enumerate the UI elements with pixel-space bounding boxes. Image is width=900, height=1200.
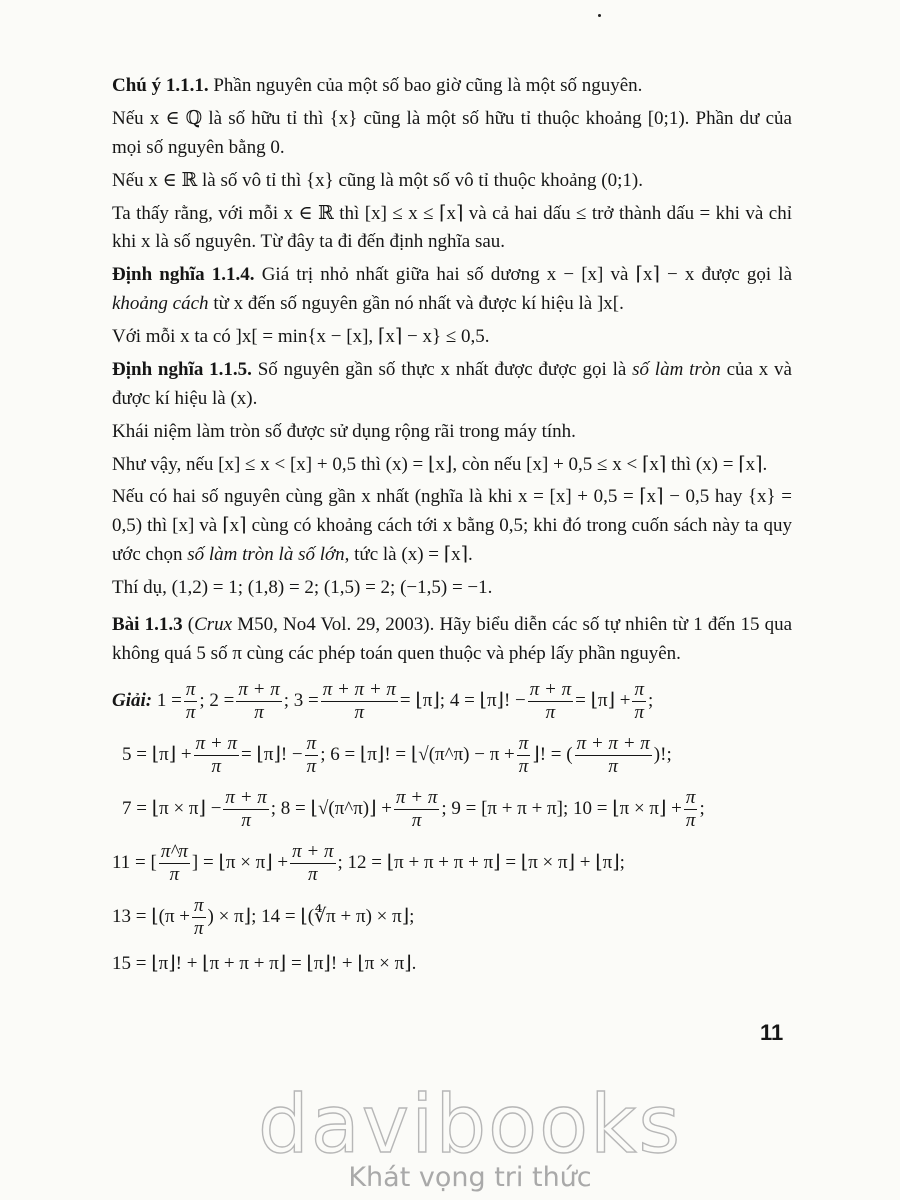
formula-text: = ⌊π⌋; 4 = ⌊π⌋! − (399, 690, 526, 712)
fraction-denominator: π (411, 809, 422, 831)
print-speck (598, 14, 601, 17)
fraction-numerator: π + π (225, 786, 267, 808)
fraction (321, 680, 398, 724)
fraction-denominator: π (634, 701, 645, 723)
definition-1-1-5 (112, 356, 792, 414)
formula-text: ; 9 = [π + π + π]; 10 = ⌊π × π⌋ + (441, 798, 682, 820)
solution-line-4 (112, 837, 792, 891)
def115-usage: Khái niệm làm tròn số được sử dụng rộng rãi trong máy tính. (112, 420, 576, 442)
fraction (184, 680, 198, 724)
definition-1-1-4 (112, 261, 792, 319)
fraction-denominator: π (518, 755, 529, 777)
fraction-denominator: π (194, 917, 204, 939)
solution-line-3 (112, 783, 792, 837)
fraction-numerator: π (194, 894, 204, 916)
formula-text: = ⌊π⌋! − (240, 744, 303, 766)
fraction-denominator: π (169, 863, 180, 885)
def114-term: khoảng cách (112, 293, 209, 315)
formula-text: ; (699, 798, 705, 820)
fraction-numerator: π + π (195, 732, 237, 754)
formula-text: ) × π⌋; 14 = ⌊(∜π + π) × π⌋; (207, 906, 415, 928)
solution-line-1 (112, 675, 792, 729)
page-number: 11 (760, 1020, 784, 1045)
exercise-heading: Bài 1.1.3 (112, 613, 183, 635)
note-irrational: Nếu x ∈ ℝ là số vô tỉ thì {x} cũng là một số vô tỉ thuộc khoảng (0;1). (112, 169, 643, 191)
fraction (290, 842, 335, 886)
fraction-denominator: π (608, 755, 618, 777)
fraction-numerator: π + π (529, 678, 572, 700)
fraction (194, 734, 239, 778)
fraction-denominator: π (241, 809, 251, 831)
def115-text-b: của x và được kí hiệu là (x). (112, 358, 792, 409)
fraction-numerator: π (306, 732, 317, 754)
note-line1 (112, 72, 792, 101)
def115-term: số làm tròn (632, 358, 721, 380)
formula-text: ; 2 = (199, 690, 235, 712)
formula-text: ; 3 = (283, 690, 319, 712)
fraction-denominator: π (308, 863, 318, 885)
fraction (684, 788, 698, 832)
formula-text: ⌋! = ( (532, 744, 573, 766)
formula-text: 1 = (156, 690, 182, 712)
fraction-denominator: π (354, 701, 365, 723)
fraction-numerator: π (185, 678, 196, 700)
fraction (528, 680, 573, 724)
def115-example: Thí dụ, (1,2) = 1; (1,8) = 2; (1,5) = 2; (−1,5) = −1. (112, 577, 493, 598)
fraction-denominator: π (185, 701, 196, 723)
note-rational: Nếu x ∈ ℚ là số hữu tỉ thì {x} cũng là một số hữu tỉ thuộc khoảng [0;1). Phần dư của mọi số nguyên bằng 0. (112, 107, 792, 158)
fraction-numerator: π (685, 786, 696, 808)
fraction-denominator: π (211, 755, 222, 777)
exercise-text: M50, No4 Vol. 29, 2003). Hãy biểu diễn các số tự nhiên từ 1 đến 15 qua không quá 5 số π cùng các phép toán quen thuộc và phép lấy phần nguyên. (112, 613, 793, 664)
fraction-numerator: π (634, 678, 645, 700)
watermark-tagline: Khát vọng tri thức (348, 1162, 592, 1193)
formula-text: 11 = [ (112, 852, 157, 874)
fraction (575, 734, 652, 778)
fraction (305, 734, 319, 778)
def114-heading: Định nghĩa 1.1.4. (112, 264, 255, 286)
fraction-denominator: π (254, 701, 264, 723)
formula-text: 15 = ⌊π⌋! + ⌊π + π + π⌋ = ⌊π⌋! + ⌊π × π⌋. (112, 953, 417, 975)
fraction (517, 734, 531, 778)
formula-text: )!; (653, 744, 672, 766)
def114-formula: Với mỗi x ta có ]x[ = min{x − [x], ⌈x⌉ − x} ≤ 0,5. (112, 326, 490, 347)
note-heading: Chú ý 1.1.1. (112, 75, 209, 96)
fraction-numerator: π + π (396, 786, 438, 808)
def115-rule: Như vậy, nếu [x] ≤ x < [x] + 0,5 thì (x) = ⌊x⌋, còn nếu [x] + 0,5 ≤ x < ⌈x⌉ thì (x) = ⌈x⌉. (112, 453, 768, 475)
def114-text-a: Giá trị nhỏ nhất giữa hai số dương x − [x] và ⌈x⌉ − x được gọi là (254, 264, 792, 286)
def115-tie-term: số làm tròn là số lớn (187, 544, 345, 566)
formula-text: ; 6 = ⌊π⌋! = ⌊√(π^π) − π + (320, 744, 515, 766)
fraction (632, 680, 646, 724)
fraction-numerator: π + π + π (322, 678, 396, 700)
fraction-denominator: π (545, 701, 556, 723)
fraction-numerator: π^π (160, 840, 188, 862)
formula-text: ; 12 = ⌊π + π + π + π⌋ = ⌊π × π⌋ + ⌊π⌋; (337, 852, 625, 874)
def115-heading: Định nghĩa 1.1.5. (112, 358, 252, 380)
note-observe: Ta thấy rằng, với mỗi x ∈ ℝ thì [x] ≤ x ≤ ⌈x⌉ và cả hai dấu ≤ trở thành dấu = khi và chỉ khi x là số nguyên. Từ đây ta đi đến định nghĩa sau. (112, 202, 792, 253)
fraction (394, 788, 439, 832)
solution-line-5 (112, 891, 792, 945)
fraction-numerator: π + π (238, 678, 280, 700)
solution-label: Giải: (112, 690, 153, 712)
formula-text: 13 = ⌊(π + (112, 906, 191, 928)
fraction-numerator: π + π + π (576, 732, 650, 754)
fraction (223, 788, 268, 832)
solution-line-2 (112, 729, 792, 783)
formula-text: 7 = ⌊π × π⌋ − (122, 798, 222, 820)
def115-tie-a: Nếu có hai số nguyên cùng gần x nhất (nghĩa là khi x = [x] + 0,5 = ⌈x⌉ − 0,5 hay {x} = 0,5) thì [x] và ⌈x⌉ cùng có khoảng cách tới x bằng 0,5; khi đó trong cuốn sách này ta quy ước chọn (112, 486, 792, 566)
formula-text: 5 = ⌊π⌋ + (122, 744, 192, 766)
formula-text: ] = ⌊π × π⌋ + (191, 852, 289, 874)
fraction (192, 896, 206, 940)
def115-text-a: Số nguyên gần số thực x nhất được được gọi là (251, 358, 633, 380)
def115-tie (112, 483, 792, 570)
note-text: Phần nguyên của một số bao giờ cũng là một số nguyên. (208, 75, 643, 96)
fraction (236, 680, 281, 724)
formula-text: = ⌊π⌋ + (575, 690, 631, 712)
fraction-numerator: π + π (292, 840, 334, 862)
def115-tie-b: , tức là (x) = ⌈x⌉. (344, 544, 473, 566)
exercise-1-1-3 (112, 611, 792, 669)
solution-line-6 (112, 945, 792, 985)
fraction-denominator: π (685, 809, 696, 831)
page-content (112, 72, 792, 985)
exercise-source-open: ( (182, 613, 195, 635)
watermark-brand: davibooks (257, 1078, 683, 1171)
fraction (159, 842, 190, 886)
solution-block (112, 675, 792, 985)
def114-text-b: từ x đến số nguyên gần nó nhất và được kí hiệu là ]x[. (208, 293, 624, 315)
fraction-denominator: π (306, 755, 317, 777)
fraction-numerator: π (518, 732, 529, 754)
formula-text: ; (648, 690, 654, 712)
exercise-source-italic: Crux (194, 613, 233, 635)
formula-text: ; 8 = ⌊√(π^π)⌋ + (270, 798, 392, 820)
